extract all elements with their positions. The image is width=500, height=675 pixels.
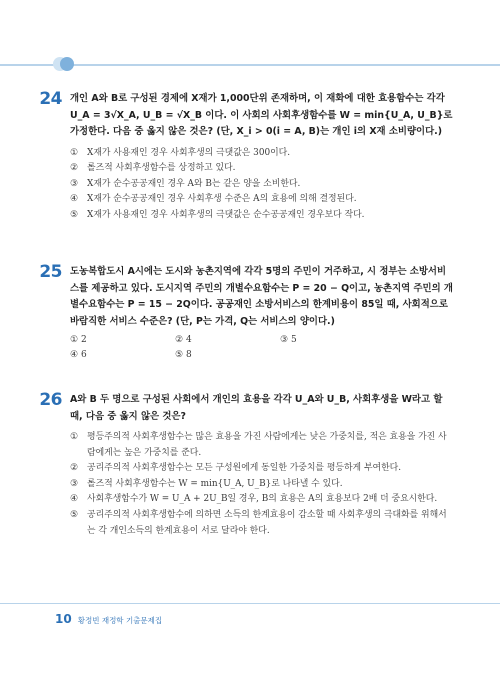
option-text: 평등주의적 사회후생함수는 많은 효용을 가진 사람에게는 낮은 가중치를, 적은 효용을 가진 사람에게는 높은 가중치를 준다. [87, 432, 447, 458]
option-marker: ③ [70, 178, 78, 189]
option-2[interactable] [70, 461, 455, 477]
option-5[interactable] [70, 208, 455, 224]
option-text: 2 [80, 335, 87, 345]
header-rule [0, 64, 500, 66]
option-1[interactable] [70, 335, 175, 345]
option-5[interactable] [70, 508, 455, 539]
option-3[interactable] [70, 477, 455, 493]
option-text: X재가 순수공공재인 경우 A와 B는 같은 양을 소비한다. [87, 178, 301, 189]
book-title: 황정빈 재정학 기출문제집 [77, 616, 163, 625]
question-stem: 개인 A와 B로 구성된 경제에 X재가 1,000단위 존재하며, 이 재화에 대한 효용함수는 각각 U_A = 3√X_A, U_B = √X_B 이다. 이 사회의 사회후생함수를 W = min{U_A, U_B}로 가정한다. 다음 중 옳지 않은 것은? (단, X_i > 0(i = A, B)는 개인 i의 X재 소비량이다.) [70, 93, 453, 137]
option-marker: ③ [70, 478, 78, 489]
option-4[interactable] [70, 492, 455, 508]
option-text: 롤즈적 사회후생함수는 W = min{U_A, U_B}로 나타낼 수 있다. [87, 478, 343, 489]
option-text: X재가 사용재인 경우 사회후생의 극댓값은 순수공공재인 경우보다 작다. [87, 209, 365, 220]
option-marker: ① [70, 335, 79, 345]
option-text: 롤즈적 사회후생함수를 상정하고 있다. [87, 163, 236, 174]
question-number: 24 [39, 89, 62, 109]
option-marker: ② [70, 463, 78, 474]
option-5[interactable] [175, 350, 280, 360]
option-grid [70, 335, 455, 360]
question-25 [39, 262, 455, 360]
question-stem: A와 B 두 명으로 구성된 사회에서 개인의 효용을 각각 U_A와 U_B, 사회후생을 W라고 할 때, 다음 중 옳지 않은 것은? [70, 394, 443, 422]
option-marker: ⑤ [70, 509, 78, 520]
footer-rule [0, 603, 500, 604]
page-number: 10 [55, 612, 72, 626]
option-4[interactable] [70, 192, 455, 208]
question-number: 25 [39, 262, 62, 282]
option-marker: ② [70, 163, 78, 174]
option-3[interactable] [280, 335, 385, 345]
option-4[interactable] [70, 350, 175, 360]
question-number: 26 [39, 390, 62, 410]
question-26 [39, 390, 455, 539]
option-marker: ③ [280, 335, 289, 345]
option-2[interactable] [175, 335, 280, 345]
option-1[interactable] [70, 430, 455, 461]
option-3[interactable] [70, 177, 455, 193]
question-stem: 도농복합도시 A시에는 도시와 농촌지역에 각각 5명의 주민이 거주하고, 시 정부는 소방서비스를 제공하고 있다. 도시지역 주민의 개별수요함수는 P = 20 − Q이고, 농촌지역 주민의 개별수요함수는 P = 15 − 2Q이다. 공공재인 소방서비스의 한계비용이 85일 때, 사회적으로 바람직한 서비스 수준은? (단, P는 가격, Q는 서비스의 양이다.) [70, 266, 453, 327]
option-marker: ② [175, 335, 184, 345]
option-text: X재가 순수공공재인 경우 사회후생 수준은 A의 효용에 의해 결정된다. [87, 194, 357, 205]
option-text: 8 [185, 350, 192, 360]
option-text: X재가 사용재인 경우 사회후생의 극댓값은 300이다. [87, 147, 291, 158]
option-text: 4 [185, 335, 192, 345]
option-marker: ① [70, 147, 78, 158]
question-24 [39, 89, 455, 223]
option-text: 사회후생함수가 W = U_A + 2U_B일 경우, B의 효용은 A의 효용보다 2배 더 중요시한다. [87, 494, 438, 505]
option-marker: ④ [70, 350, 79, 360]
option-marker: ① [70, 432, 78, 442]
option-marker: ④ [70, 494, 78, 505]
option-list [70, 430, 455, 539]
option-list [70, 146, 455, 224]
option-text: 5 [290, 335, 297, 345]
option-2[interactable] [70, 161, 455, 177]
option-marker: ⑤ [70, 209, 78, 220]
option-text: 공리주의적 사회후생함수에 의하면 소득의 한계효용이 감소할 때 사회후생의 극대화를 위해서는 각 개인소득의 한계효용이 서로 달라야 한다. [87, 509, 447, 536]
page-footer [55, 612, 162, 626]
option-marker: ④ [70, 194, 78, 205]
option-text: 공리주의적 사회후생함수는 모든 구성원에게 동일한 가중치를 평등하게 부여한다. [87, 463, 402, 474]
option-text: 6 [80, 350, 87, 360]
option-marker: ⑤ [175, 350, 184, 360]
option-1[interactable] [70, 146, 455, 162]
header-dot-dark [60, 57, 74, 71]
